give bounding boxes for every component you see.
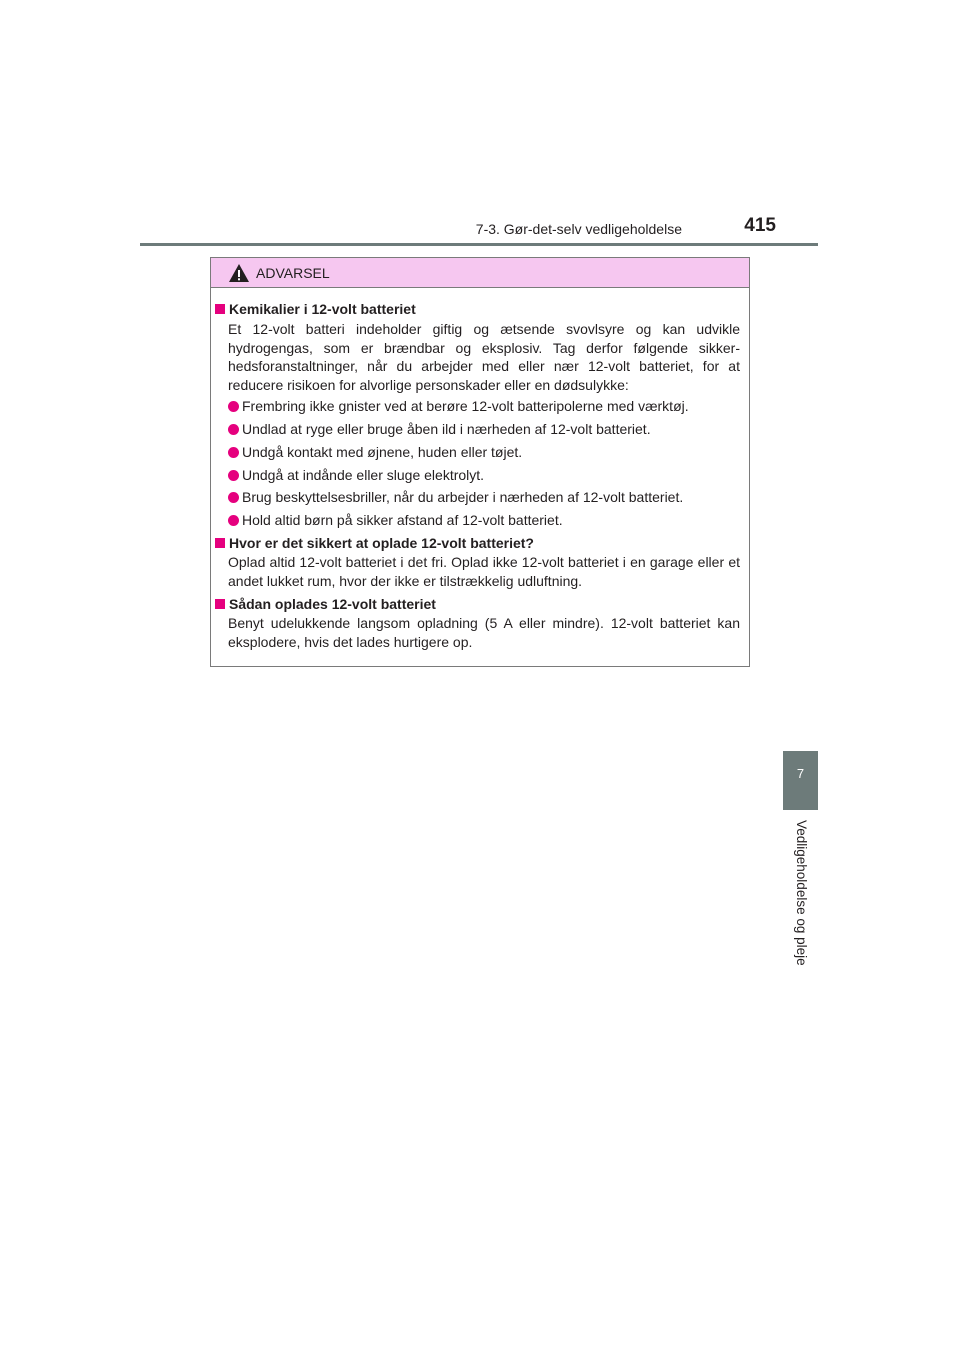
bullet-dot-icon bbox=[228, 492, 239, 503]
warning-header bbox=[211, 258, 749, 288]
section-heading: Sådan oplades 12-volt batteriet bbox=[215, 595, 436, 613]
square-bullet-icon bbox=[215, 599, 225, 609]
list-item: Hold altid børn på sikker afstand af 12-volt batteriet. bbox=[228, 511, 740, 529]
list-item: Brug beskyttelsesbriller, når du arbejder i nærheden af 12-volt batteriet. bbox=[228, 488, 740, 506]
header-rule bbox=[140, 243, 818, 246]
section-paragraph: Benyt udelukkende langsom opladning (5 A eller mindre). 12-volt batteriet kan eksplodere, hvis det lades hurtigere op. bbox=[228, 615, 740, 650]
section-title: 7-3. Gør-det-selv vedligeholdelse bbox=[475, 221, 682, 237]
warning-title: ADVARSEL bbox=[256, 265, 330, 281]
bullet-dot-icon bbox=[228, 470, 239, 481]
section-paragraph: Et 12-volt batteri indeholder giftig og ætsende svovlsyre og kan udvikle hydrogengas, som er brændbar og eksplosiv. Tag derfor følgende sikker-hedsforanstaltninger, når du arbejder med eller nær 12-volt batteriet, for at reducere risikoen for alvorlige personskader eller en dødsulykke: bbox=[228, 321, 740, 394]
chapter-number: 7 bbox=[796, 766, 805, 781]
warning-triangle-icon bbox=[228, 263, 250, 283]
bullet-dot-icon bbox=[228, 401, 239, 412]
list-item: Frembring ikke gnister ved at berøre 12-volt batteripolerne med værktøj. bbox=[228, 397, 740, 415]
warning-box bbox=[210, 257, 750, 667]
bullet-dot-icon bbox=[228, 424, 239, 435]
page-number: 415 bbox=[744, 215, 776, 236]
bullet-dot-icon bbox=[228, 447, 239, 458]
bullet-dot-icon bbox=[228, 515, 239, 526]
square-bullet-icon bbox=[215, 538, 225, 548]
list-item: Undgå at indånde eller sluge elektrolyt. bbox=[228, 466, 740, 484]
section-heading: Kemikalier i 12-volt batteriet bbox=[215, 300, 416, 318]
section-heading: Hvor er det sikkert at oplade 12-volt batteriet? bbox=[215, 534, 534, 552]
chapter-tab[interactable] bbox=[783, 751, 818, 810]
list-item: Undgå kontakt med øjnene, huden eller tøjet. bbox=[228, 443, 740, 461]
list-item: Undlad at ryge eller bruge åben ild i nærheden af 12-volt batteriet. bbox=[228, 420, 740, 438]
square-bullet-icon bbox=[215, 304, 225, 314]
chapter-title: Vedligeholdelse og pleje bbox=[794, 820, 809, 966]
section-paragraph: Oplad altid 12-volt batteriet i det fri. Oplad ikke 12-volt batteriet i en garage eller et andet lukket rum, hvor der ikke er tilstrækkelig udluftning. bbox=[228, 554, 740, 589]
